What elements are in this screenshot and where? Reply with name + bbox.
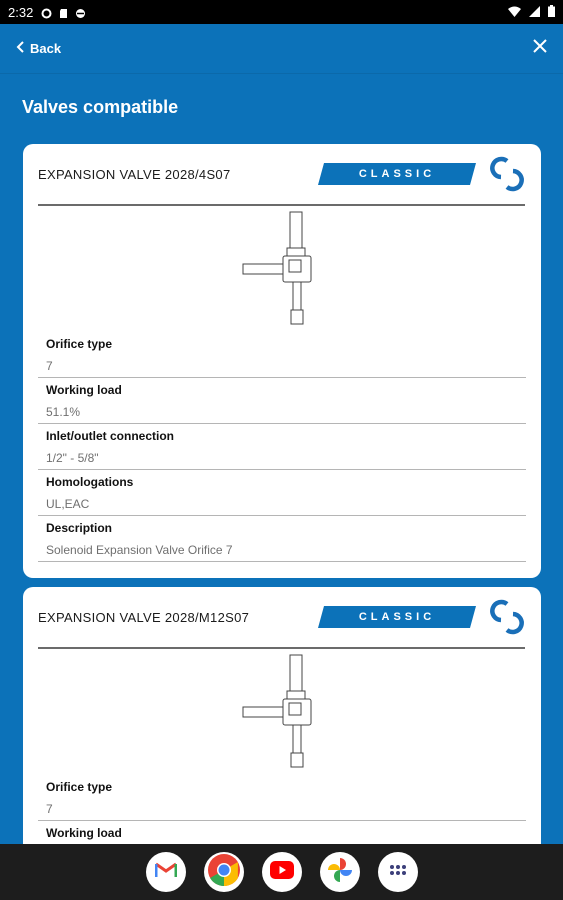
property-row — [38, 378, 526, 424]
close-icon — [533, 40, 547, 57]
property-value: 7 — [46, 359, 53, 373]
valve-card[interactable] — [23, 144, 541, 578]
badge-label: CLASSIC — [358, 168, 436, 180]
signal-icon — [529, 5, 540, 20]
property-row — [38, 775, 526, 821]
property-value: 7 — [46, 802, 53, 816]
back-button[interactable] — [16, 41, 61, 56]
badge-label: CLASSIC — [358, 611, 436, 623]
status-bar — [0, 0, 563, 24]
property-label: Description — [46, 521, 113, 535]
brand-logo-icon — [489, 156, 525, 192]
property-value: UL,EAC — [46, 497, 90, 511]
youtube-app-button[interactable] — [262, 852, 302, 892]
chrome-app-button[interactable] — [204, 852, 244, 892]
gmail-app-button[interactable] — [146, 852, 186, 892]
app-bar — [0, 24, 563, 74]
valve-card-header — [23, 144, 541, 204]
vpn-status-icon — [75, 7, 86, 18]
app-drawer-button[interactable] — [378, 852, 418, 892]
photos-icon — [327, 857, 353, 888]
valve-title: EXPANSION VALVE 2028/4S07 — [38, 167, 231, 182]
property-label: Orifice type — [46, 780, 113, 794]
sd-card-status-icon — [58, 7, 69, 18]
property-label: Working load — [46, 383, 122, 397]
app-dock — [0, 844, 563, 900]
gmail-icon — [155, 862, 177, 883]
chevron-left-icon — [16, 41, 24, 56]
valve-card-header — [23, 587, 541, 647]
close-button[interactable] — [533, 39, 547, 58]
settings-status-icon — [41, 7, 52, 18]
property-value: Solenoid Expansion Valve Orifice 7 — [46, 543, 233, 557]
property-label: Homologations — [46, 475, 134, 489]
page-title: Valves compatible — [22, 97, 179, 117]
property-row — [38, 470, 526, 516]
valve-card[interactable] — [23, 587, 541, 887]
property-label: Working load — [46, 826, 122, 840]
header-divider — [38, 647, 525, 649]
valve-title: EXPANSION VALVE 2028/M12S07 — [38, 610, 250, 625]
property-value: 51.1% — [46, 405, 81, 419]
valve-properties — [38, 332, 526, 562]
property-row — [38, 516, 526, 562]
valve-image — [241, 210, 321, 330]
back-label: Back — [30, 41, 62, 56]
valve-image — [241, 653, 321, 773]
classic-badge — [318, 163, 476, 185]
status-time: 2:32 — [8, 4, 34, 20]
brand-logo-icon — [489, 599, 525, 635]
header-divider — [38, 204, 525, 206]
chrome-icon — [207, 853, 241, 892]
app-drawer-icon — [389, 863, 407, 881]
battery-icon — [548, 5, 555, 20]
property-label: Inlet/outlet connection — [46, 429, 174, 443]
property-row — [38, 332, 526, 378]
property-label: Orifice type — [46, 337, 113, 351]
property-value: 1/2" - 5/8" — [46, 451, 99, 465]
youtube-icon — [270, 861, 294, 884]
photos-app-button[interactable] — [320, 852, 360, 892]
wifi-icon — [508, 5, 521, 20]
property-row — [38, 424, 526, 470]
classic-badge — [318, 606, 476, 628]
